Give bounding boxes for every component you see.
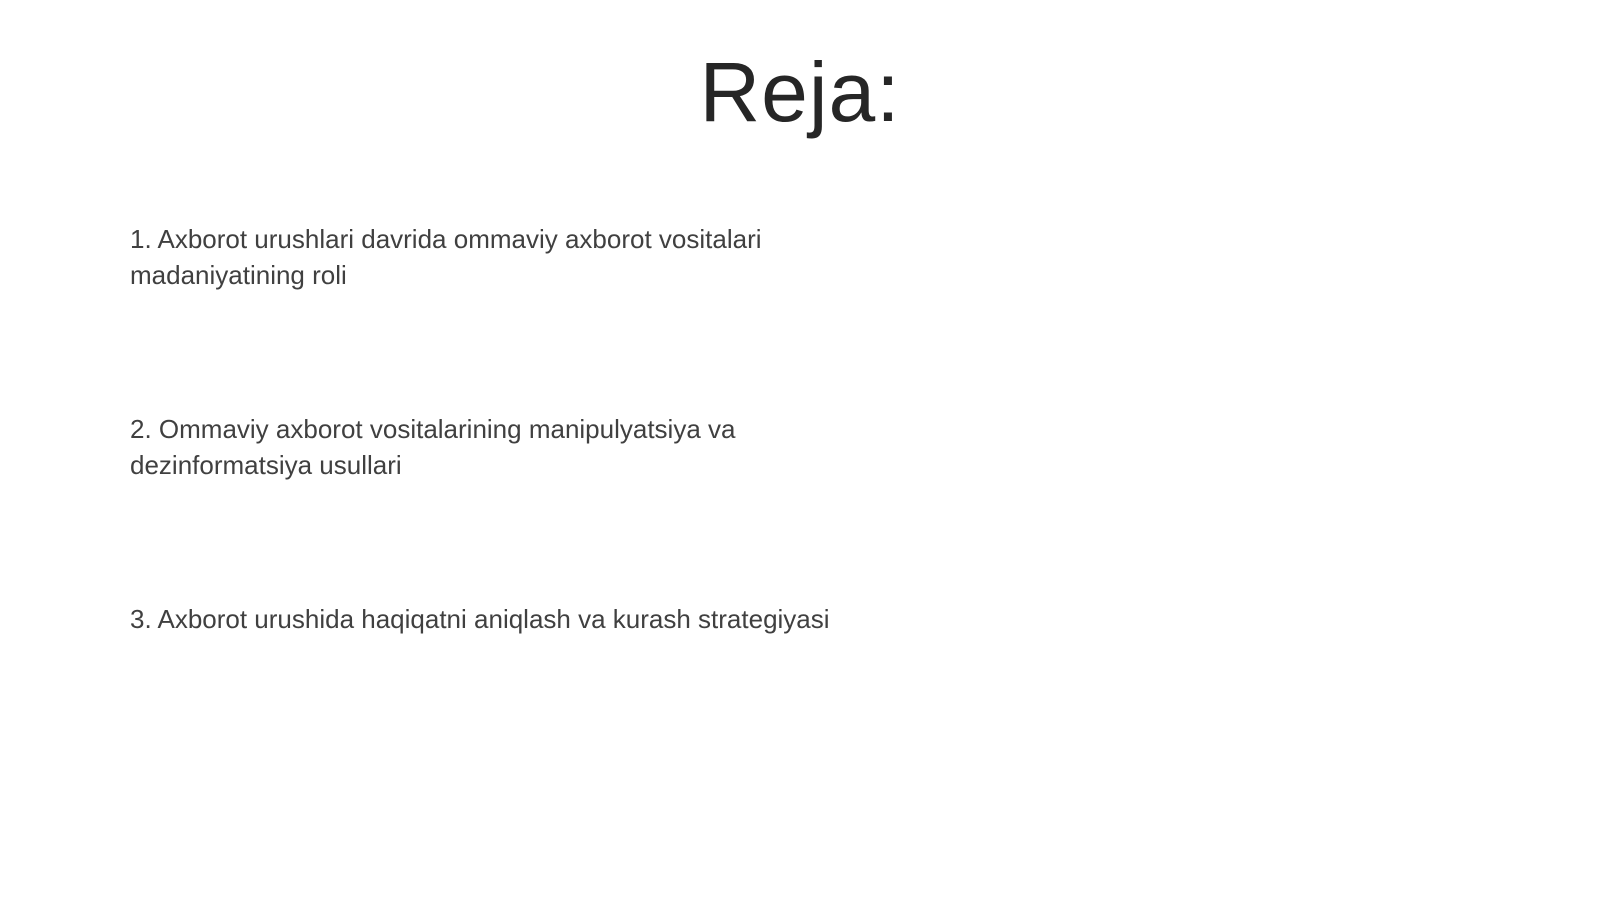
plan-item-3: 3. Axborot urushida haqiqatni aniqlash va kurash strategiyasi [130,604,830,634]
plan-item-1: 1. Axborot urushlari davrida ommaviy axborot vositalari madaniyatining roli [130,224,762,290]
slide-title: Reja: [699,45,901,139]
plan-item-2: 2. Ommaviy axborot vositalarining manipulyatsiya va dezinformatsiya usullari [130,414,736,480]
